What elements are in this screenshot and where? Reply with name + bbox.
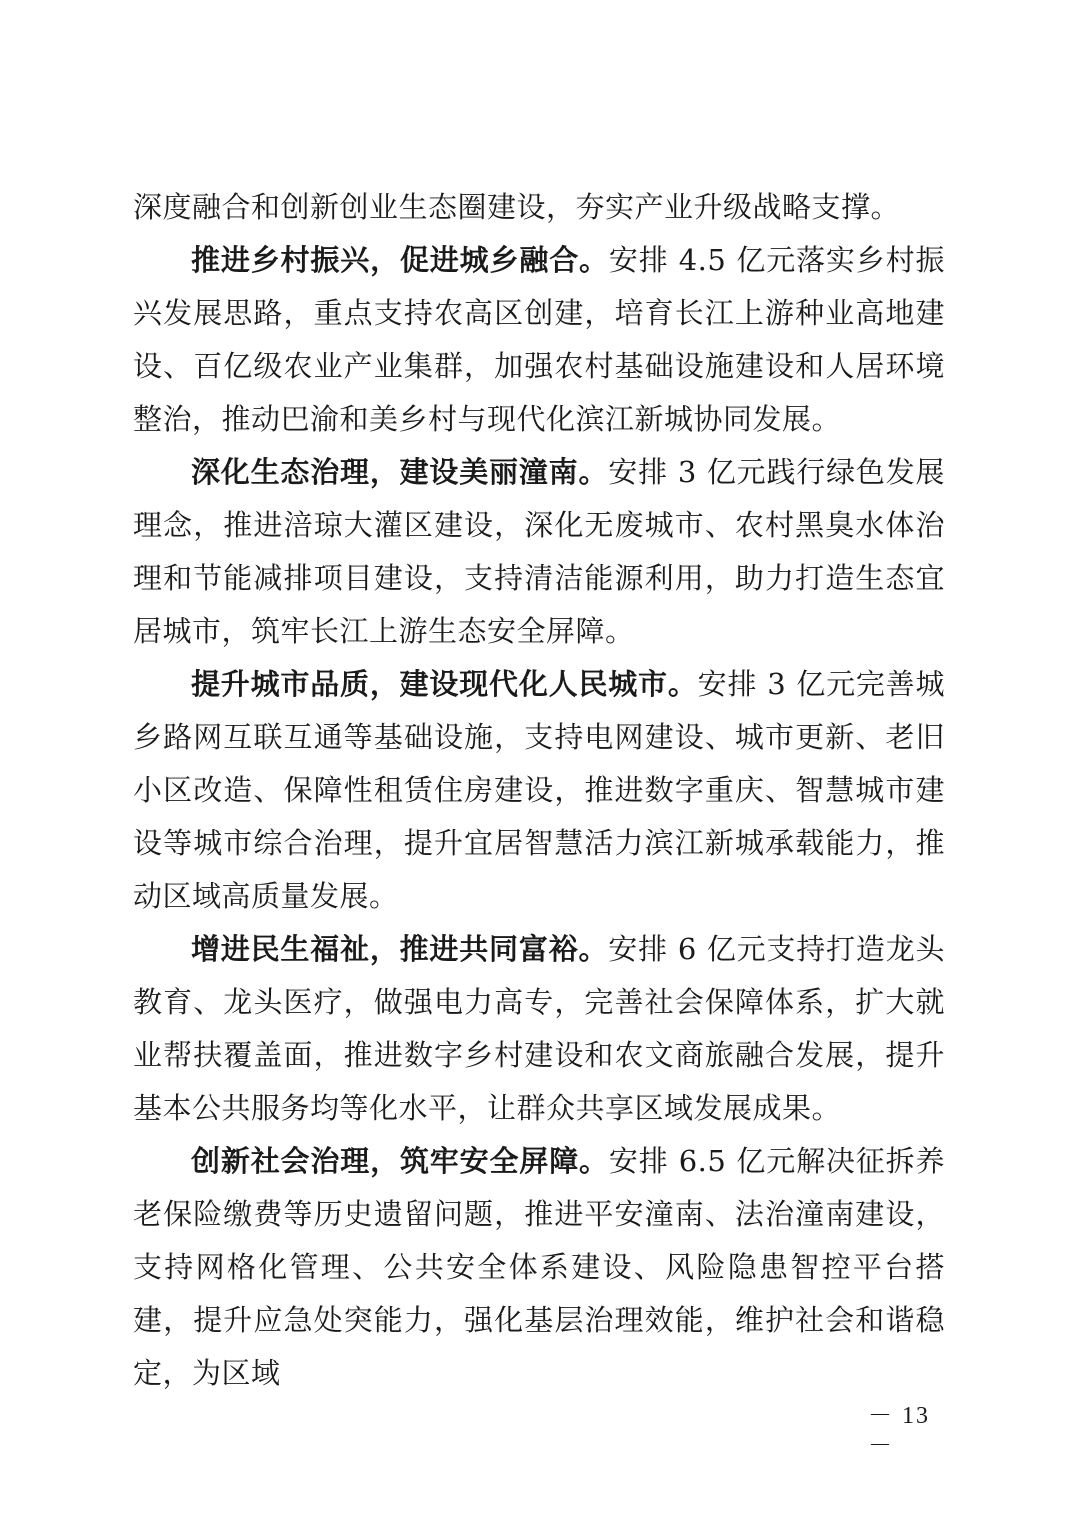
paragraph-body: 安排 6 亿元支持打造龙头教育、龙头医疗，做强电力高专，完善社会保障体系，扩大就业帮扶覆盖面，推进数字乡村建设和农文商旅融合发展，提升基本公共服务均等化水平，让群众共享区域发展成果。 [133, 932, 945, 1125]
paragraph-continuation [133, 181, 945, 234]
page-number: － 13 － [868, 1403, 930, 1459]
paragraph-body: 安排 6.5 亿元解决征拆养老保险缴费等历史遗留问题，推进平安潼南、法治潼南建设，支持网格化管理、公共安全体系建设、风险隐患智控平台搭建，提升应急处突能力，强化基层治理效能，维护社会和谐稳定，为区域 [133, 1144, 945, 1390]
paragraph-social-governance [133, 1135, 945, 1400]
paragraph-lead: 深化生态治理，建设美丽潼南。 [191, 455, 609, 489]
paragraph-urban-quality [133, 658, 945, 923]
paragraph-body: 安排 3 亿元完善城乡路网互联互通等基础设施，支持电网建设、城市更新、老旧小区改造、保障性租赁住房建设，推进数字重庆、智慧城市建设等城市综合治理，提升宜居智慧活力滨江新城承载能力，推动区域高质量发展。 [133, 667, 945, 913]
paragraph-ecology [133, 446, 945, 658]
paragraph-body: 安排 3 亿元践行绿色发展理念，推进涪琼大灌区建设，深化无废城市、农村黑臭水体治理和节能减排项目建设，支持清洁能源利用，助力打造生态宜居城市，筑牢长江上游生态安全屏障。 [133, 455, 945, 648]
paragraph-lead: 提升城市品质，建设现代化人民城市。 [191, 667, 698, 701]
paragraph-livelihood [133, 923, 945, 1135]
paragraph-lead: 增进民生福祉，推进共同富裕。 [191, 932, 609, 966]
paragraph-lead: 推进乡村振兴，促进城乡融合。 [191, 243, 609, 277]
paragraph-body: 安排 4.5 亿元落实乡村振兴发展思路，重点支持农高区创建，培育长江上游种业高地建设、百亿级农业产业集群，加强农村基础设施建设和人居环境整治，推动巴渝和美乡村与现代化滨江新城协同发展。 [133, 243, 945, 436]
paragraph-rural-revitalization [133, 234, 945, 446]
paragraph-body: 深度融合和创新创业生态圈建设，夯实产业升级战略支撑。 [133, 190, 901, 224]
document-page [133, 181, 945, 1400]
paragraph-lead: 创新社会治理，筑牢安全屏障。 [191, 1144, 609, 1178]
